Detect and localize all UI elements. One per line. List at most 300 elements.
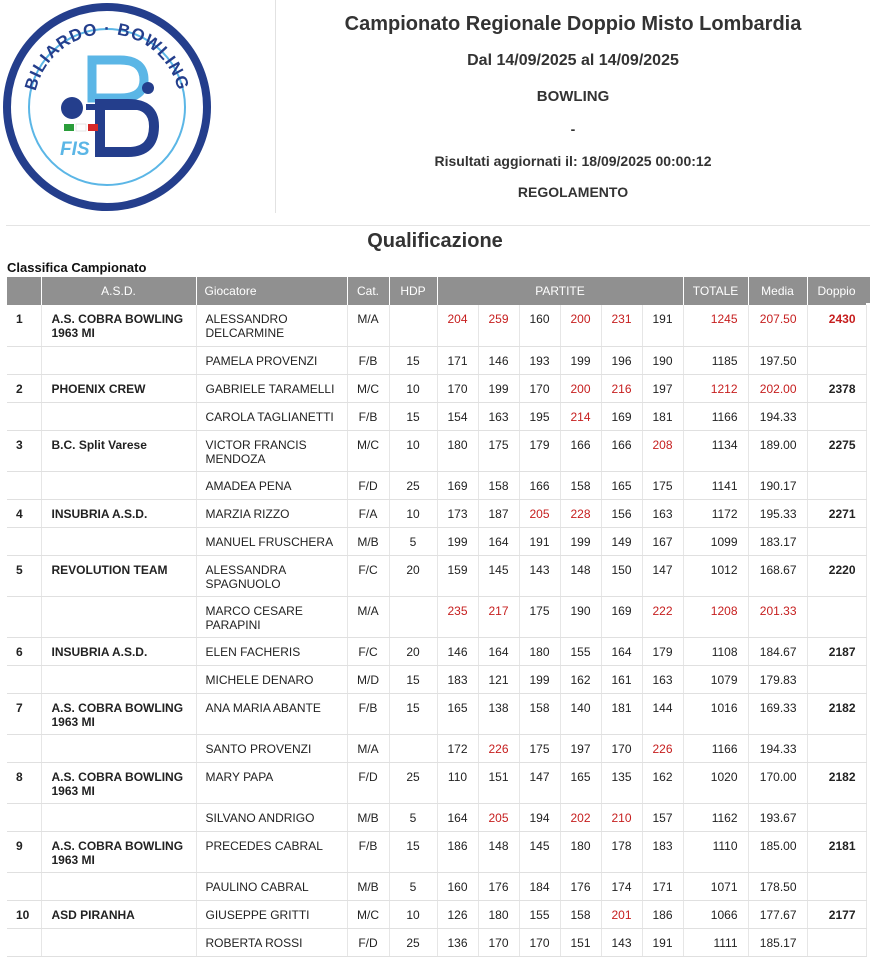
game-score-cell: 145 (519, 831, 560, 872)
game-score-cell: 191 (642, 305, 683, 346)
game-score-cell: 167 (642, 527, 683, 555)
hdp-cell: 5 (389, 803, 437, 831)
rank-cell: 7 (7, 693, 41, 734)
double-cell (807, 734, 866, 762)
table-header-row (7, 277, 866, 305)
hdp-cell (389, 596, 437, 637)
game-score-cell: 148 (560, 555, 601, 596)
game-score-cell: 200 (560, 374, 601, 402)
total-cell: 1166 (683, 402, 748, 430)
double-cell: 2177 (807, 900, 866, 928)
hdp-cell: 10 (389, 499, 437, 527)
game-score-cell: 199 (560, 527, 601, 555)
game-score-cell: 171 (642, 872, 683, 900)
table-row (7, 346, 866, 374)
hdp-cell: 25 (389, 471, 437, 499)
game-score-cell: 146 (437, 637, 478, 665)
game-score-cell: 157 (642, 803, 683, 831)
asd-cell: REVOLUTION TEAM (41, 555, 196, 596)
player-cell: SANTO PROVENZI (196, 734, 347, 762)
game-score-cell: 155 (519, 900, 560, 928)
sport-label: BOWLING (536, 88, 610, 105)
asd-cell: A.S. COBRA BOWLING 1963 MI (41, 305, 196, 346)
game-score-cell: 175 (519, 734, 560, 762)
page-title: Campionato Regionale Doppio Misto Lombardia (344, 13, 802, 35)
game-score-cell: 186 (642, 900, 683, 928)
game-score-cell: 180 (560, 831, 601, 872)
rank-cell: 3 (7, 430, 41, 471)
total-cell: 1016 (683, 693, 748, 734)
section-title: Qualificazione (367, 230, 503, 252)
average-cell: 194.33 (748, 734, 807, 762)
cat-cell: M/B (347, 872, 389, 900)
player-cell: GABRIELE TARAMELLI (196, 374, 347, 402)
table-row (7, 693, 866, 734)
col-player: Giocatore (196, 277, 347, 305)
asd-cell: INSUBRIA A.S.D. (41, 637, 196, 665)
rank-cell (7, 596, 41, 637)
total-cell: 1020 (683, 762, 748, 803)
double-cell: 2430 (807, 305, 866, 346)
game-score-cell: 222 (642, 596, 683, 637)
game-score-cell: 147 (519, 762, 560, 803)
player-cell: ANA MARIA ABANTE (196, 693, 347, 734)
game-score-cell: 178 (601, 831, 642, 872)
game-score-cell: 162 (642, 762, 683, 803)
rank-cell (7, 872, 41, 900)
dash-label: - (570, 121, 576, 137)
table-row (7, 596, 866, 637)
game-score-cell: 174 (601, 872, 642, 900)
fis-logo (2, 2, 212, 212)
cat-cell: F/D (347, 762, 389, 803)
average-cell: 195.33 (748, 499, 807, 527)
hdp-cell: 5 (389, 872, 437, 900)
regolamento-link[interactable]: REGOLAMENTO (517, 184, 629, 200)
game-score-cell: 159 (437, 555, 478, 596)
game-score-cell: 158 (519, 693, 560, 734)
game-score-cell: 259 (478, 305, 519, 346)
game-score-cell: 143 (601, 928, 642, 956)
rank-cell: 4 (7, 499, 41, 527)
cat-cell: F/A (347, 499, 389, 527)
hdp-cell: 15 (389, 346, 437, 374)
rank-cell: 5 (7, 555, 41, 596)
game-score-cell: 217 (478, 596, 519, 637)
game-score-cell: 205 (478, 803, 519, 831)
rank-cell (7, 803, 41, 831)
player-cell: MANUEL FRUSCHERA (196, 527, 347, 555)
average-cell: 194.33 (748, 402, 807, 430)
game-score-cell: 166 (560, 430, 601, 471)
asd-cell (41, 665, 196, 693)
game-score-cell: 181 (601, 693, 642, 734)
hdp-cell: 10 (389, 374, 437, 402)
game-score-cell: 151 (478, 762, 519, 803)
hdp-cell: 10 (389, 900, 437, 928)
game-score-cell: 226 (478, 734, 519, 762)
average-cell: 185.00 (748, 831, 807, 872)
hdp-cell: 25 (389, 928, 437, 956)
game-score-cell: 175 (519, 596, 560, 637)
rank-cell: 9 (7, 831, 41, 872)
player-cell: MARZIA RIZZO (196, 499, 347, 527)
hdp-cell: 15 (389, 665, 437, 693)
cat-cell: M/B (347, 527, 389, 555)
game-score-cell: 138 (478, 693, 519, 734)
table-row (7, 928, 866, 956)
rank-cell (7, 527, 41, 555)
double-cell: 2182 (807, 762, 866, 803)
double-cell (807, 527, 866, 555)
player-cell: CAROLA TAGLIANETTI (196, 402, 347, 430)
double-cell (807, 665, 866, 693)
table-row (7, 900, 866, 928)
game-score-cell: 158 (560, 900, 601, 928)
asd-cell (41, 346, 196, 374)
player-cell: ALESSANDRO DELCARMINE (196, 305, 347, 346)
player-cell: PRECEDES CABRAL (196, 831, 347, 872)
double-cell: 2182 (807, 693, 866, 734)
hdp-cell: 5 (389, 527, 437, 555)
game-score-cell: 136 (437, 928, 478, 956)
results-body (7, 305, 866, 956)
rank-cell (7, 665, 41, 693)
game-score-cell: 135 (601, 762, 642, 803)
rank-cell (7, 928, 41, 956)
total-cell: 1212 (683, 374, 748, 402)
asd-cell: INSUBRIA A.S.D. (41, 499, 196, 527)
table-row (7, 803, 866, 831)
game-score-cell: 171 (437, 346, 478, 374)
total-cell: 1110 (683, 831, 748, 872)
date-range: Dal 14/09/2025 al 14/09/2025 (467, 52, 679, 69)
total-cell: 1208 (683, 596, 748, 637)
game-score-cell: 202 (560, 803, 601, 831)
table-row (7, 305, 866, 346)
total-cell: 1162 (683, 803, 748, 831)
double-cell (807, 803, 866, 831)
game-score-cell: 204 (437, 305, 478, 346)
player-cell: VICTOR FRANCIS MENDOZA (196, 430, 347, 471)
game-score-cell: 191 (519, 527, 560, 555)
col-hdp: HDP (389, 277, 437, 305)
average-cell: 170.00 (748, 762, 807, 803)
total-cell: 1245 (683, 305, 748, 346)
game-score-cell: 149 (601, 527, 642, 555)
asd-cell (41, 734, 196, 762)
table-row (7, 471, 866, 499)
table-row (7, 527, 866, 555)
asd-cell (41, 402, 196, 430)
game-score-cell: 214 (560, 402, 601, 430)
game-score-cell: 184 (519, 872, 560, 900)
rank-cell (7, 346, 41, 374)
game-score-cell: 197 (642, 374, 683, 402)
game-score-cell: 154 (437, 402, 478, 430)
game-score-cell: 147 (642, 555, 683, 596)
player-cell: PAMELA PROVENZI (196, 346, 347, 374)
double-cell (807, 402, 866, 430)
game-score-cell: 190 (560, 596, 601, 637)
average-cell: 185.17 (748, 928, 807, 956)
cat-cell: F/B (347, 693, 389, 734)
game-score-cell: 165 (437, 693, 478, 734)
cat-cell: M/D (347, 665, 389, 693)
game-score-cell: 205 (519, 499, 560, 527)
game-score-cell: 170 (437, 374, 478, 402)
col-rank (7, 277, 41, 305)
page-header (0, 0, 870, 213)
game-score-cell: 155 (560, 637, 601, 665)
table-row (7, 831, 866, 872)
double-cell: 2271 (807, 499, 866, 527)
rank-cell (7, 471, 41, 499)
average-cell: 183.17 (748, 527, 807, 555)
game-score-cell: 183 (437, 665, 478, 693)
game-score-cell: 181 (642, 402, 683, 430)
game-score-cell: 231 (601, 305, 642, 346)
game-score-cell: 162 (560, 665, 601, 693)
table-row (7, 762, 866, 803)
player-cell: ALESSANDRA SPAGNUOLO (196, 555, 347, 596)
game-score-cell: 151 (560, 928, 601, 956)
game-score-cell: 163 (478, 402, 519, 430)
double-cell: 2181 (807, 831, 866, 872)
cat-cell: F/B (347, 831, 389, 872)
header-edge (865, 277, 870, 303)
rank-cell: 10 (7, 900, 41, 928)
game-score-cell: 191 (642, 928, 683, 956)
table-row (7, 430, 866, 471)
game-score-cell: 226 (642, 734, 683, 762)
cat-cell: M/A (347, 305, 389, 346)
logo-fis-text: FIS (60, 139, 90, 160)
game-score-cell: 146 (478, 346, 519, 374)
double-cell (807, 596, 866, 637)
hdp-cell (389, 734, 437, 762)
game-score-cell: 194 (519, 803, 560, 831)
average-cell: 189.00 (748, 430, 807, 471)
game-score-cell: 170 (519, 374, 560, 402)
total-cell: 1066 (683, 900, 748, 928)
average-cell: 169.33 (748, 693, 807, 734)
total-cell: 1141 (683, 471, 748, 499)
game-score-cell: 170 (519, 928, 560, 956)
table-row (7, 402, 866, 430)
hdp-cell: 10 (389, 430, 437, 471)
cat-cell: F/D (347, 928, 389, 956)
game-score-cell: 148 (478, 831, 519, 872)
game-score-cell: 193 (519, 346, 560, 374)
game-score-cell: 110 (437, 762, 478, 803)
updated-timestamp: Risultati aggiornati il: 18/09/2025 00:00:12 (434, 153, 712, 169)
table-row (7, 665, 866, 693)
cat-cell: M/B (347, 803, 389, 831)
game-score-cell: 163 (642, 665, 683, 693)
cat-cell: M/C (347, 430, 389, 471)
total-cell: 1012 (683, 555, 748, 596)
average-cell: 190.17 (748, 471, 807, 499)
game-score-cell: 180 (478, 900, 519, 928)
game-score-cell: 165 (560, 762, 601, 803)
asd-cell (41, 803, 196, 831)
table-row (7, 374, 866, 402)
game-score-cell: 170 (478, 928, 519, 956)
asd-cell: B.C. Split Varese (41, 430, 196, 471)
rank-cell: 2 (7, 374, 41, 402)
table-row (7, 555, 866, 596)
game-score-cell: 199 (478, 374, 519, 402)
asd-cell: PHOENIX CREW (41, 374, 196, 402)
col-asd: A.S.D. (41, 277, 196, 305)
game-score-cell: 164 (437, 803, 478, 831)
game-score-cell: 180 (519, 637, 560, 665)
double-cell: 2220 (807, 555, 866, 596)
table-title: Classifica Campionato (7, 260, 147, 275)
hdp-cell: 20 (389, 637, 437, 665)
average-cell: 197.50 (748, 346, 807, 374)
game-score-cell: 175 (642, 471, 683, 499)
player-cell: AMADEA PENA (196, 471, 347, 499)
double-cell (807, 346, 866, 374)
game-score-cell: 228 (560, 499, 601, 527)
cat-cell: F/C (347, 637, 389, 665)
cat-cell: F/C (347, 555, 389, 596)
game-score-cell: 190 (642, 346, 683, 374)
game-score-cell: 196 (601, 346, 642, 374)
game-score-cell: 145 (478, 555, 519, 596)
game-score-cell: 169 (437, 471, 478, 499)
game-score-cell: 166 (519, 471, 560, 499)
game-score-cell: 197 (560, 734, 601, 762)
player-cell: MARY PAPA (196, 762, 347, 803)
game-score-cell: 166 (601, 430, 642, 471)
game-score-cell: 158 (478, 471, 519, 499)
total-cell: 1134 (683, 430, 748, 471)
game-score-cell: 210 (601, 803, 642, 831)
hdp-cell: 20 (389, 555, 437, 596)
cat-cell: M/A (347, 596, 389, 637)
cat-cell: F/B (347, 346, 389, 374)
game-score-cell: 164 (478, 637, 519, 665)
total-cell: 1108 (683, 637, 748, 665)
rank-cell (7, 734, 41, 762)
header-text (276, 0, 870, 213)
hdp-cell: 25 (389, 762, 437, 803)
game-score-cell: 179 (642, 637, 683, 665)
double-cell (807, 471, 866, 499)
total-cell: 1071 (683, 872, 748, 900)
col-total: TOTALE (683, 277, 748, 305)
double-cell: 2187 (807, 637, 866, 665)
asd-cell: A.S. COBRA BOWLING 1963 MI (41, 762, 196, 803)
hdp-cell (389, 305, 437, 346)
player-cell: MICHELE DENARO (196, 665, 347, 693)
average-cell: 207.50 (748, 305, 807, 346)
game-score-cell: 179 (519, 430, 560, 471)
logo-cell (0, 0, 276, 213)
game-score-cell: 200 (560, 305, 601, 346)
cat-cell: M/A (347, 734, 389, 762)
double-cell: 2378 (807, 374, 866, 402)
game-score-cell: 163 (642, 499, 683, 527)
game-score-cell: 173 (437, 499, 478, 527)
table-row (7, 637, 866, 665)
game-score-cell: 199 (519, 665, 560, 693)
header-divider (6, 225, 870, 226)
average-cell: 201.33 (748, 596, 807, 637)
game-score-cell: 161 (601, 665, 642, 693)
table-row (7, 499, 866, 527)
game-score-cell: 164 (601, 637, 642, 665)
game-score-cell: 150 (601, 555, 642, 596)
rank-cell: 8 (7, 762, 41, 803)
player-cell: ROBERTA ROSSI (196, 928, 347, 956)
rank-cell (7, 402, 41, 430)
game-score-cell: 140 (560, 693, 601, 734)
total-cell: 1185 (683, 346, 748, 374)
game-score-cell: 160 (519, 305, 560, 346)
asd-cell (41, 928, 196, 956)
cat-cell: F/B (347, 402, 389, 430)
game-score-cell: 126 (437, 900, 478, 928)
average-cell: 202.00 (748, 374, 807, 402)
game-score-cell: 169 (601, 596, 642, 637)
average-cell: 193.67 (748, 803, 807, 831)
asd-cell (41, 471, 196, 499)
total-cell: 1172 (683, 499, 748, 527)
player-cell: SILVANO ANDRIGO (196, 803, 347, 831)
asd-cell: ASD PIRANHA (41, 900, 196, 928)
double-cell (807, 872, 866, 900)
table-row (7, 872, 866, 900)
table-row (7, 734, 866, 762)
game-score-cell: 164 (478, 527, 519, 555)
player-cell: GIUSEPPE GRITTI (196, 900, 347, 928)
logo-arc-text: BILIARDO · BOWLING (21, 18, 193, 93)
game-score-cell: 144 (642, 693, 683, 734)
game-score-cell: 156 (601, 499, 642, 527)
hdp-cell: 15 (389, 693, 437, 734)
player-cell: PAULINO CABRAL (196, 872, 347, 900)
total-cell: 1099 (683, 527, 748, 555)
game-score-cell: 216 (601, 374, 642, 402)
hdp-cell: 15 (389, 831, 437, 872)
average-cell: 177.67 (748, 900, 807, 928)
col-cat: Cat. (347, 277, 389, 305)
game-score-cell: 235 (437, 596, 478, 637)
total-cell: 1111 (683, 928, 748, 956)
game-score-cell: 180 (437, 430, 478, 471)
game-score-cell: 175 (478, 430, 519, 471)
cat-cell: F/D (347, 471, 389, 499)
asd-cell (41, 872, 196, 900)
asd-cell (41, 596, 196, 637)
game-score-cell: 208 (642, 430, 683, 471)
player-cell: ELEN FACHERIS (196, 637, 347, 665)
game-score-cell: 195 (519, 402, 560, 430)
game-score-cell: 176 (560, 872, 601, 900)
game-score-cell: 143 (519, 555, 560, 596)
game-score-cell: 160 (437, 872, 478, 900)
game-score-cell: 201 (601, 900, 642, 928)
hdp-cell: 15 (389, 402, 437, 430)
player-cell: MARCO CESARE PARAPINI (196, 596, 347, 637)
game-score-cell: 199 (437, 527, 478, 555)
game-score-cell: 165 (601, 471, 642, 499)
total-cell: 1166 (683, 734, 748, 762)
